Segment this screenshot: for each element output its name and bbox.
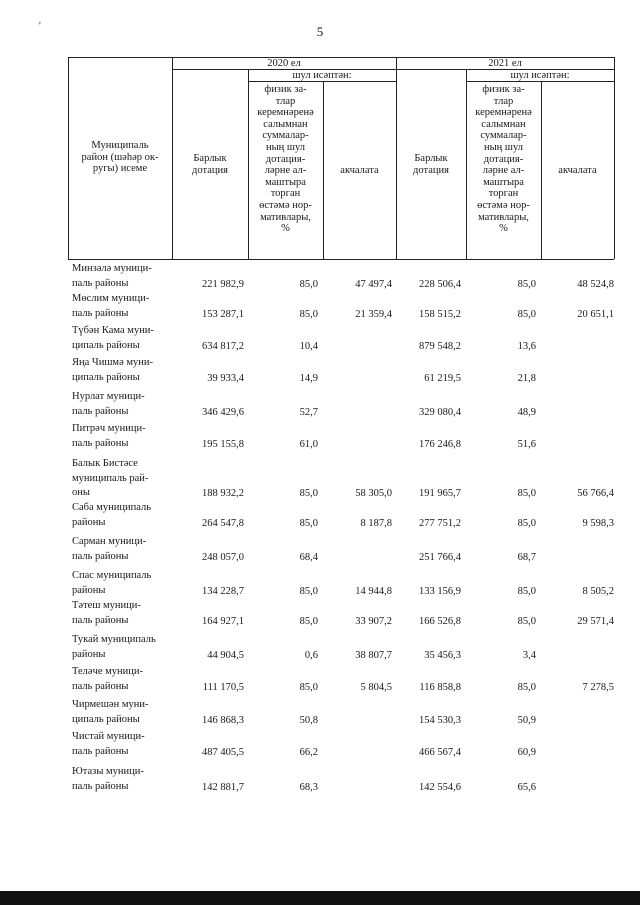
row-value-c21: 29 571,4	[577, 615, 614, 627]
row-municipality-name: Тукай муниципаль районы	[72, 634, 156, 660]
row-value-t20: 346 429,6	[202, 406, 244, 418]
row-value-t20: 164 927,1	[202, 615, 244, 627]
row-value-c21: 48 524,8	[577, 278, 614, 290]
row-value-c21: 7 278,5	[582, 681, 614, 693]
row-value-t21: 228 506,4	[419, 278, 461, 290]
row-value-c20: 8 187,8	[360, 517, 392, 529]
row-value-t20: 153 287,1	[202, 308, 244, 320]
row-value-n21: 85,0	[517, 278, 536, 290]
row-value-n20: 68,4	[299, 551, 318, 563]
row-value-t21: 191 965,7	[419, 488, 461, 500]
row-municipality-name: Чирмешән муни- ципаль районы	[72, 699, 149, 725]
header-including-2020: шул исәптән:	[292, 70, 352, 81]
header-total-2021: Барлык дотация	[413, 153, 449, 176]
row-value-t20: 44 904,5	[207, 649, 244, 661]
row-value-t20: 111 170,5	[202, 681, 244, 693]
row-municipality-name: Түбән Кама муни- ципаль районы	[72, 325, 154, 351]
row-municipality-name: Мөслим муници- паль районы	[72, 293, 150, 319]
row-value-n20: 10,4	[299, 340, 318, 352]
row-municipality-name: Спас муниципаль районы	[72, 570, 152, 596]
row-value-n21: 85,0	[517, 488, 536, 500]
row-value-c20: 47 497,4	[355, 278, 392, 290]
row-value-c21: 20 651,1	[577, 308, 614, 320]
row-value-t20: 487 405,5	[202, 746, 244, 758]
row-value-n21: 60,9	[517, 746, 536, 758]
row-value-n20: 0,6	[304, 649, 318, 661]
row-value-c20: 58 305,0	[355, 488, 392, 500]
header-bottom-border	[68, 259, 614, 260]
col-border-7	[614, 57, 615, 259]
page-number: 5	[316, 24, 324, 39]
row-value-c21: 9 598,3	[582, 517, 614, 529]
row-value-n21: 85,0	[517, 517, 536, 529]
header-cash-2021: акчалата	[558, 165, 597, 176]
row-value-t20: 134 228,7	[202, 585, 244, 597]
row-value-n21: 85,0	[517, 615, 536, 627]
row-value-n20: 14,9	[299, 372, 318, 384]
row-value-t21: 166 526,8	[419, 615, 461, 627]
row-value-n21: 21,8	[517, 372, 536, 384]
row-value-c20: 38 807,7	[355, 649, 392, 661]
header-year-2020: 2020 ел	[267, 58, 301, 69]
row-value-t20: 264 547,8	[202, 517, 244, 529]
row-value-n21: 3,4	[522, 649, 536, 661]
row-value-n21: 50,9	[517, 714, 536, 726]
row-value-t20: 195 155,8	[202, 438, 244, 450]
row-value-n20: 50,8	[299, 714, 318, 726]
row-value-n20: 85,0	[299, 308, 318, 320]
row-value-n21: 48,9	[517, 406, 536, 418]
row-value-t21: 158 515,2	[419, 308, 461, 320]
row-value-c20: 33 907,2	[355, 615, 392, 627]
scan-edge	[0, 891, 640, 905]
row-municipality-name: Яңа Чишмә муни- ципаль районы	[72, 357, 153, 383]
row-value-c20: 5 804,5	[360, 681, 392, 693]
header-cash-2020: акчалата	[340, 165, 379, 176]
row-value-t20: 188 932,2	[202, 488, 244, 500]
row-value-n20: 85,0	[299, 517, 318, 529]
margin-mark: '	[39, 21, 41, 32]
row-municipality-name: Минзәлә муници- паль районы	[72, 263, 152, 289]
row-municipality-name: Питрәч муници- паль районы	[72, 423, 146, 449]
row-municipality-name: Тәтеш муници- паль районы	[72, 600, 141, 626]
header-norm-2021: физик за- тлар керемнәренә салымнан суммалар- ның шул дотация- ләрне ал- маштыра торган өстәмә нор- мативлары, %	[475, 84, 532, 235]
row-value-t20: 248 057,0	[202, 551, 244, 563]
row-value-t21: 251 766,4	[419, 551, 461, 563]
row-municipality-name: Теләче муници- паль районы	[72, 666, 144, 692]
row-value-t20: 146 868,3	[202, 714, 244, 726]
header-total-2020: Барлык дотация	[192, 153, 228, 176]
row-value-n20: 85,0	[299, 615, 318, 627]
row-value-t21: 329 080,4	[419, 406, 461, 418]
row-value-t21: 176 246,8	[419, 438, 461, 450]
row-value-n21: 51,6	[517, 438, 536, 450]
row-value-c20: 21 359,4	[355, 308, 392, 320]
row-value-n21: 65,6	[517, 781, 536, 793]
row-value-t21: 61 219,5	[424, 372, 461, 384]
row-municipality-name: Чистай муници- паль районы	[72, 731, 145, 757]
row-value-n20: 68,3	[299, 781, 318, 793]
row-value-t21: 154 530,3	[419, 714, 461, 726]
row-value-t21: 35 456,3	[424, 649, 461, 661]
row-value-t21: 277 751,2	[419, 517, 461, 529]
row-municipality-name: Ютазы муници- паль районы	[72, 766, 144, 792]
row-value-t21: 142 554,6	[419, 781, 461, 793]
row-value-t21: 133 156,9	[419, 585, 461, 597]
row-value-t20: 142 881,7	[202, 781, 244, 793]
row-value-t20: 634 817,2	[202, 340, 244, 352]
header-norm-2020: физик за- тлар керемнәренә салымнан суммалар- ның шул дотация- ләрне ал- маштыра торган өстәмә нор- мативлары, %	[257, 84, 314, 235]
header-year-2021: 2021 ел	[488, 58, 522, 69]
row-value-t21: 466 567,4	[419, 746, 461, 758]
header-including-2021: шул исәптән:	[510, 70, 570, 81]
row-value-n20: 85,0	[299, 278, 318, 290]
row-value-t21: 116 858,8	[419, 681, 461, 693]
row-value-t21: 879 548,2	[419, 340, 461, 352]
row-value-n20: 85,0	[299, 681, 318, 693]
row-value-t20: 39 933,4	[207, 372, 244, 384]
row-municipality-name: Сарман муници- паль районы	[72, 536, 147, 562]
row-value-t20: 221 982,9	[202, 278, 244, 290]
row-value-n21: 85,0	[517, 585, 536, 597]
row-value-n21: 85,0	[517, 681, 536, 693]
row-municipality-name: Нурлат муници- паль районы	[72, 391, 145, 417]
header-municipality: Муниципаль район (шәһәр ок- ругы) исеме	[81, 140, 159, 175]
row-value-c21: 8 505,2	[582, 585, 614, 597]
row-value-n20: 66,2	[299, 746, 318, 758]
row-value-c21: 56 766,4	[577, 488, 614, 500]
row-value-n20: 61,0	[299, 438, 318, 450]
row-value-c20: 14 944,8	[355, 585, 392, 597]
row-value-n21: 13,6	[517, 340, 536, 352]
row-municipality-name: Балык Бистәсе муниципаль рай- оны	[72, 458, 149, 499]
row-value-n21: 85,0	[517, 308, 536, 320]
row-municipality-name: Саба муниципаль районы	[72, 502, 152, 528]
row-value-n20: 85,0	[299, 488, 318, 500]
row-value-n21: 68,7	[517, 551, 536, 563]
row-value-n20: 52,7	[299, 406, 318, 418]
row-value-n20: 85,0	[299, 585, 318, 597]
